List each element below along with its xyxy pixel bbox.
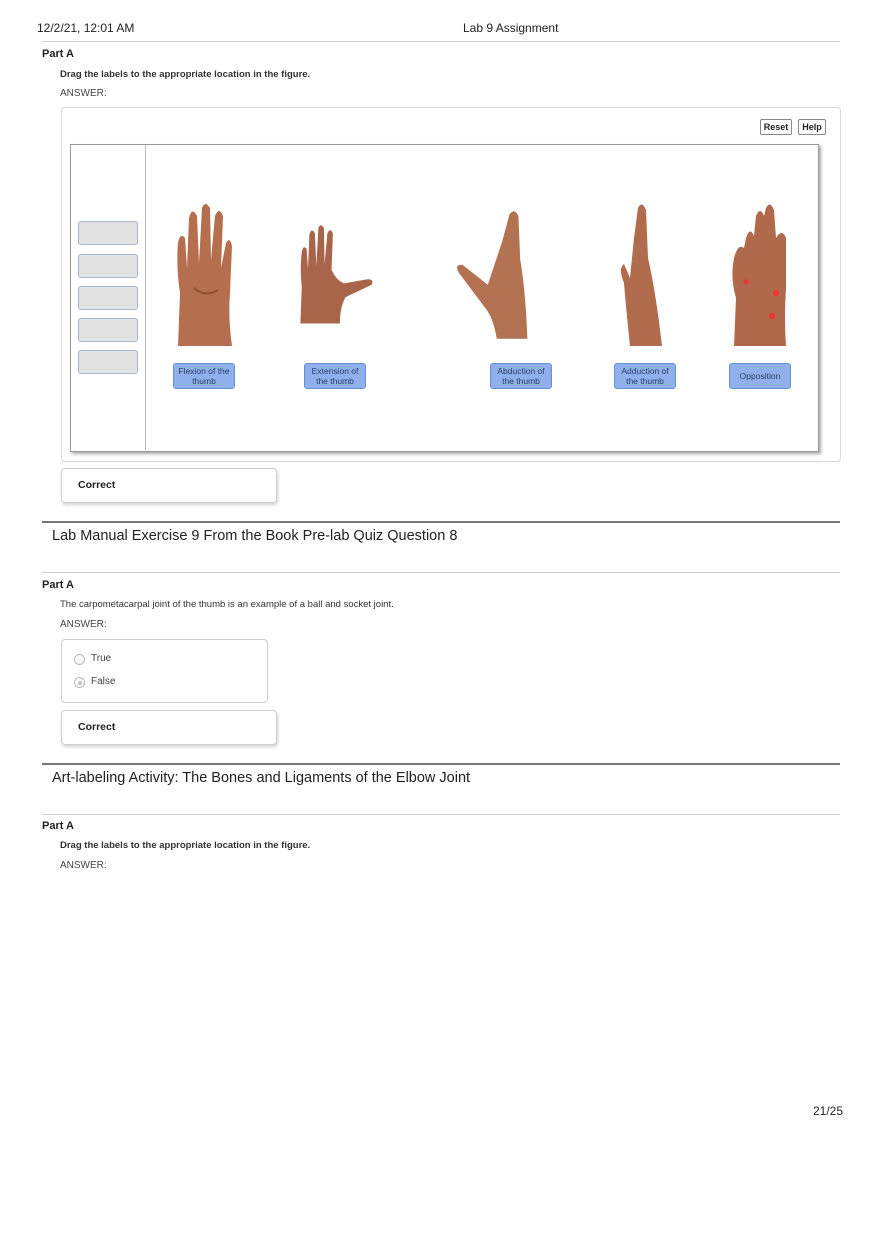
document-title: Lab 9 Assignment [463,21,559,35]
q3-part-label: Part A [42,820,74,832]
hand-flexion-image [160,198,250,348]
hand-abduction-image [450,198,540,348]
q1-feedback-box [61,468,277,503]
drop-target-1[interactable] [78,221,138,245]
radio-false-label: False [91,676,116,687]
hand-opposition-image [720,198,810,348]
help-button[interactable]: Help [798,119,826,135]
q1-instruction: Drag the labels to the appropriate location in the figure. [60,69,311,80]
hand-extension-image [290,198,380,348]
reset-button[interactable]: Reset [760,119,792,135]
q2-feedback-text: Correct [78,721,116,733]
page-number: 21/25 [812,1104,843,1118]
figure-divider [145,145,146,450]
q1-answer-label: ANSWER: [60,88,107,99]
radio-false[interactable] [74,677,85,688]
print-datetime: 12/2/21, 12:01 AM [37,21,135,35]
q2-feedback-box [61,710,277,745]
q2-question-text: The carpometacarpal joint of the thumb is an example of a ball and socket joint. [60,599,394,610]
q1-part-label: Part A [42,48,74,60]
drop-target-4[interactable] [78,318,138,342]
drop-target-2[interactable] [78,254,138,278]
radio-true-label: True [91,653,112,664]
label-extension-of-the-thumb[interactable]: Extension of the thumb [304,363,366,389]
true-false-options [61,639,268,703]
label-opposition[interactable]: Opposition [729,363,791,389]
label-flexion-of-the-thumb[interactable]: Flexion of the thumb [173,363,235,389]
q3-section-title: Art-labeling Activity: The Bones and Ligaments of the Elbow Joint [52,770,471,786]
radio-true[interactable] [74,654,85,665]
label-adduction-of-the-thumb[interactable]: Adduction of the thumb [614,363,676,389]
q1-feedback-text: Correct [78,479,116,491]
q2-section-title: Lab Manual Exercise 9 From the Book Pre-lab Quiz Question 8 [52,528,458,544]
section-divider-3 [42,763,840,765]
drop-target-3[interactable] [78,286,138,310]
header-divider [42,41,840,42]
q2-answer-label: ANSWER: [60,619,107,630]
drop-target-5[interactable] [78,350,138,374]
q3-title-divider [42,814,840,815]
q2-part-label: Part A [42,579,74,591]
label-abduction-of-the-thumb[interactable]: Abduction of the thumb [490,363,552,389]
q3-instruction: Drag the labels to the appropriate location in the figure. [60,840,311,851]
q2-title-divider [42,572,840,573]
section-divider-2 [42,521,840,523]
q3-answer-label: ANSWER: [60,860,107,871]
hand-adduction-image [600,198,690,348]
